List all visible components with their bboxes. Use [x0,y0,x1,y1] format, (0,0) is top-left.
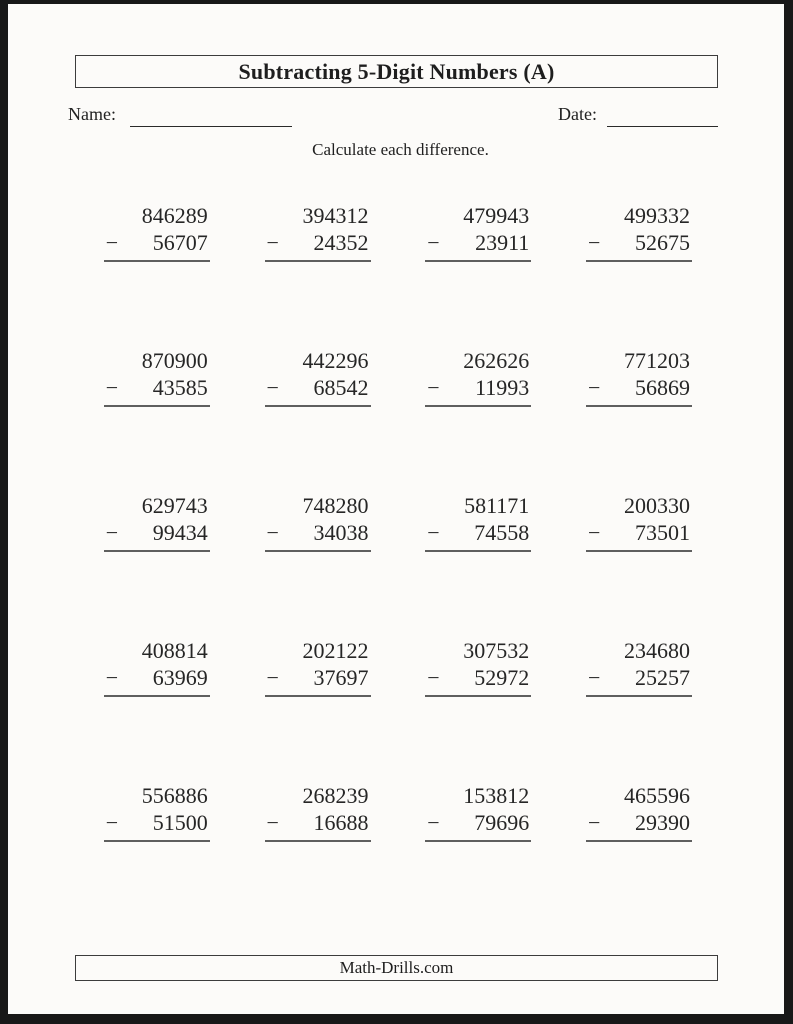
subtrahend-row [425,374,531,407]
minus-sign: − [588,810,601,835]
minus-sign: − [105,230,119,255]
minus-sign: − [588,520,601,545]
subtrahend-row [265,809,371,842]
subtrahend: 79696 [474,810,530,835]
subtrahend-row [425,519,531,552]
subtrahend-row [265,374,371,407]
subtrahend: 25257 [635,665,690,690]
subtrahend: 16688 [313,810,369,835]
minuend: 200330 [624,493,690,518]
subtrahend-row [104,809,210,842]
minuend: 479943 [463,203,530,228]
minuend: 262626 [463,348,530,373]
date-label: Date: [558,104,597,124]
subtrahend: 63969 [152,665,208,690]
subtrahend-row [425,229,531,262]
subtraction-problem [104,782,210,842]
subtrahend: 68542 [313,375,369,400]
subtrahend-row [586,519,692,552]
minus-sign: − [105,375,119,400]
subtrahend: 24352 [313,230,369,255]
minus-sign: − [105,665,119,690]
minuend: 442296 [302,348,369,373]
minuend: 307532 [463,638,530,663]
minus-sign: − [266,230,279,255]
subtrahend: 74558 [474,520,530,545]
minuend: 556886 [141,783,208,808]
minus-sign: − [266,520,279,545]
minuend: 408814 [141,638,208,663]
subtraction-problem [265,782,371,842]
subtrahend: 37697 [313,665,369,690]
minuend: 465596 [624,783,690,808]
subtrahend-row [104,374,210,407]
subtrahend: 56869 [635,375,690,400]
footer-site-name: Math-Drills.com [339,958,454,977]
minus-sign: − [588,230,601,255]
minus-sign: − [427,375,440,400]
subtrahend: 29390 [635,810,690,835]
subtraction-problem [265,492,371,552]
minuend: 499332 [624,203,690,228]
subtrahend: 56707 [152,230,208,255]
subtrahend-row [425,664,531,697]
subtraction-problem [104,492,210,552]
minus-sign: − [105,520,119,545]
worksheet-title: Subtracting 5-Digit Numbers (A) [238,58,555,84]
subtraction-problem [104,347,210,407]
subtrahend: 73501 [635,520,690,545]
minuend: 268239 [302,783,369,808]
minus-sign: − [588,665,601,690]
minus-sign: − [427,810,440,835]
minuend: 581171 [464,493,530,518]
subtraction-problem [425,347,531,407]
minuend: 234680 [624,638,690,663]
subtraction-problem [104,202,210,262]
subtrahend: 51500 [152,810,208,835]
subtrahend: 23911 [475,230,530,255]
minuend: 748280 [302,493,369,518]
minuend: 771203 [624,348,690,373]
subtraction-problem [265,637,371,697]
minus-sign: − [427,665,440,690]
minuend: 202122 [302,638,369,663]
subtraction-problem [586,637,692,697]
problems-grid [75,202,718,842]
subtrahend-row [265,229,371,262]
subtrahend: 52972 [474,665,530,690]
subtrahend: 34038 [313,520,369,545]
footer-box [75,955,718,981]
minuend: 153812 [463,783,530,808]
subtrahend-row [425,809,531,842]
subtrahend-row [586,374,692,407]
minus-sign: − [427,520,440,545]
minuend: 394312 [302,203,369,228]
subtrahend: 52675 [635,230,690,255]
instruction-text: Calculate each difference. [312,140,489,159]
subtrahend-row [586,664,692,697]
subtrahend-row [586,229,692,262]
minuend: 846289 [141,203,208,228]
subtraction-problem [586,492,692,552]
title-box [75,55,718,88]
subtraction-problem [425,202,531,262]
subtraction-problem [586,782,692,842]
subtrahend-row [104,519,210,552]
name-label: Name: [68,104,116,124]
minus-sign: − [266,375,279,400]
subtraction-problem [425,492,531,552]
subtrahend-row [104,664,210,697]
subtraction-problem [425,782,531,842]
subtrahend: 11993 [475,375,530,400]
subtraction-problem [265,347,371,407]
subtrahend-row [104,229,210,262]
minus-sign: − [105,810,119,835]
name-blank-line [130,126,292,127]
minuend: 629743 [141,493,208,518]
subtrahend-row [265,519,371,552]
subtrahend: 99434 [152,520,208,545]
minuend: 870900 [141,348,208,373]
minus-sign: − [266,810,279,835]
subtrahend-row [586,809,692,842]
minus-sign: − [427,230,440,255]
date-blank-line [607,126,718,127]
minus-sign: − [266,665,279,690]
subtraction-problem [265,202,371,262]
subtraction-problem [425,637,531,697]
subtraction-problem [586,202,692,262]
minus-sign: − [588,375,601,400]
subtrahend: 43585 [152,375,208,400]
subtraction-problem [586,347,692,407]
subtraction-problem [104,637,210,697]
subtrahend-row [265,664,371,697]
